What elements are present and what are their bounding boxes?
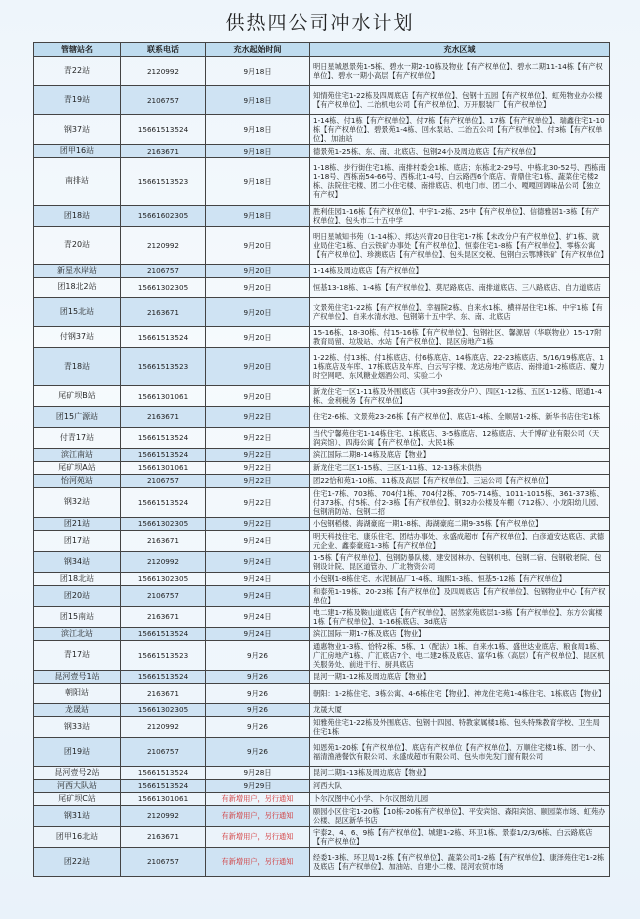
station-cell: 钢37站: [34, 115, 121, 145]
table-row: [34, 115, 610, 145]
phone-cell: 15661513523: [121, 640, 206, 670]
phone-cell: 15661513524: [121, 448, 206, 461]
table-row: [34, 487, 610, 517]
start-date-cell: 9月22日: [206, 474, 310, 487]
station-cell: 付钢37站: [34, 327, 121, 348]
area-cell: 住宅1-7栋、703栋、704付1栋、704付2栋、705-714栋、1011-1015栋、361-373栋、付373栋、付5栋、付2-3栋【有产权单位】、钢32办公楼及车棚（712栋）、小龙阳幼儿园、包钢消防站、包钢二招: [310, 487, 610, 517]
table-row: [34, 585, 610, 606]
phone-cell: 15661302305: [121, 572, 206, 585]
start-date-cell: 9月26: [206, 683, 310, 703]
station-cell: 青19站: [34, 86, 121, 115]
area-cell: 1-18栋、步行街住宅1栋、南排村委会1栋、底店；东栋北2-29号、中栋北30-52号、西栋南1-18号、西栋南54-66号、西栋北1-4号、白云路西6个底店、青鼎住宅1栋、蔬菜住宅楼2栋、法院住宅楼、团二小住宅楼、南排底店、机电门市、团二小、嘎嘎回调味品公司【独立有产权】: [310, 158, 610, 205]
table-row: [34, 474, 610, 487]
table-row: [34, 670, 610, 683]
station-cell: 南排站: [34, 158, 121, 205]
station-cell: 团17站: [34, 530, 121, 551]
station-cell: 新星水岸站: [34, 264, 121, 277]
station-cell: 尾矿坝B站: [34, 386, 121, 407]
start-date-cell: 有新增用户，另行通知: [206, 847, 310, 876]
area-cell: 朝阳：1-2栋住宅、3栋公寓、4-6栋住宅【物业】、神龙住宅苑1-4栋住宅、1栋底店【物业】: [310, 683, 610, 703]
station-cell: 团18北站: [34, 572, 121, 585]
area-cell: 滨江国际一期1-7栋及底店【物业】: [310, 627, 610, 640]
area-cell: 胜利佳园1-16栋【有产权单位】、中宇1-2栋、25中【有产权单位】、信德雅居1-3栋【有产权单位】、包头市二十五中学: [310, 205, 610, 226]
table-row: [34, 683, 610, 703]
area-cell: 昆河二期1-13栋及周边底店【物业】: [310, 766, 610, 779]
station-cell: 团20站: [34, 585, 121, 606]
phone-cell: 2106757: [121, 847, 206, 876]
table-row: [34, 57, 610, 86]
table-row: [34, 572, 610, 585]
page-title: 供热四公司冲水计划: [225, 12, 415, 34]
area-cell: 明日星城知书苑（1-14栋）、邦达兴青20日住宅1-7栋【未改分户有产权单位】、扩1栋、就业局住宅1栋、白云铁矿办事处【有产权单位】、恒泰住宅1-8栋【有产权单位】、零栋公寓【有产权单位】、珍澳底店【有产权单位】、包头昆区交税、包钢白云鄂博铁矿【有产权单位】: [310, 226, 610, 264]
area-cell: 1-14栋及周边底店【有产权单位】: [310, 264, 610, 277]
phone-cell: 2106757: [121, 737, 206, 766]
start-date-cell: 9月20日: [206, 348, 310, 386]
table-row: [34, 517, 610, 530]
table-row: [34, 703, 610, 716]
table-row: [34, 448, 610, 461]
area-cell: 昆河一期1-12栋及周边底店【物业】: [310, 670, 610, 683]
start-date-cell: 9月26: [206, 716, 310, 737]
start-date-cell: 9月22日: [206, 448, 310, 461]
area-cell: 新龙住宅二区1-15栋、三区1-11栋、12-13栋未供热: [310, 461, 610, 474]
station-cell: 团甲16北站: [34, 826, 121, 847]
phone-cell: 2106757: [121, 86, 206, 115]
table-row: [34, 847, 610, 876]
phone-cell: 2163671: [121, 297, 206, 326]
table-row: [34, 348, 610, 386]
table-row: [34, 551, 610, 572]
phone-cell: 15661513524: [121, 487, 206, 517]
area-cell: 卜尔汉图中心小学、卜尔汉图幼儿园: [310, 792, 610, 805]
header-area: 充水区域: [310, 43, 610, 57]
station-cell: 青18站: [34, 348, 121, 386]
start-date-cell: 9月26: [206, 703, 310, 716]
table-row: [34, 327, 610, 348]
phone-cell: 15661513524: [121, 115, 206, 145]
station-cell: 团19站: [34, 737, 121, 766]
area-cell: 知情苑住宅1-22栋及四周底店【有产权单位】、包钢十五园【有产权单位】、虹苑物业办公楼【有产权单位】、二治机电公司【有产权单位】、万开服装厂【有产权单位】: [310, 86, 610, 115]
phone-cell: 15661302305: [121, 703, 206, 716]
phone-cell: 15661602305: [121, 205, 206, 226]
station-cell: 团15南站: [34, 606, 121, 627]
station-cell: 昆河壹号2站: [34, 766, 121, 779]
start-date-cell: 9月22日: [206, 461, 310, 474]
phone-cell: 15661513523: [121, 158, 206, 205]
phone-cell: 2120992: [121, 716, 206, 737]
phone-cell: 15661513524: [121, 779, 206, 792]
phone-cell: 2163671: [121, 407, 206, 427]
station-cell: 团15广源站: [34, 407, 121, 427]
header-phone: 联系电话: [121, 43, 206, 57]
station-cell: 付青17站: [34, 427, 121, 448]
start-date-cell: 9月26: [206, 670, 310, 683]
station-cell: 团甲16站: [34, 145, 121, 158]
header-start-date: 充水起始时间: [206, 43, 310, 57]
table-row: [34, 530, 610, 551]
table-row: [34, 640, 610, 670]
table-row: [34, 297, 610, 326]
station-cell: 钢32站: [34, 487, 121, 517]
station-cell: 尾矿坝C站: [34, 792, 121, 805]
station-cell: 钢33站: [34, 716, 121, 737]
start-date-cell: 9月18日: [206, 57, 310, 86]
area-cell: 龙晟大厦: [310, 703, 610, 716]
start-date-cell: 9月28日: [206, 766, 310, 779]
table-header-row: [34, 43, 610, 57]
station-cell: 钢31站: [34, 805, 121, 826]
start-date-cell: 9月20日: [206, 386, 310, 407]
table-row: [34, 386, 610, 407]
start-date-cell: 9月18日: [206, 115, 310, 145]
station-cell: 青22站: [34, 57, 121, 86]
area-cell: 小包钢稻楼、海湖豪庭一期1-8栋、海湖豪庭二期9-35栋【有产权单位】: [310, 517, 610, 530]
station-cell: 昆河壹号1站: [34, 670, 121, 683]
table-row: [34, 226, 610, 264]
phone-cell: 15661301061: [121, 461, 206, 474]
area-cell: 小包钢1-8栋住宅、水泥制品厂1-4栋、瑞熙1-3栋、恒基5-12栋【有产权单位】: [310, 572, 610, 585]
table-row: [34, 792, 610, 805]
start-date-cell: 9月22日: [206, 487, 310, 517]
area-cell: 1-22栋、付13栋、付1栋底店、付6栋底店、14栋底店、22-23栋底店、5/16/19栋底店、11栋底店及车库、17栋底店及车库、白云写字楼、龙达房地产底店、南排道1-2栋底店、魔力时空网吧、东风糖业烟酒公司、实验二小: [310, 348, 610, 386]
station-cell: 滨江北站: [34, 627, 121, 640]
area-cell: 电二建1-7栋及鞍山道底店【有产权单位】、居然家苑底层1-3栋【有产权单位】、东方公寓楼1栋【有产权单位】、1-16栋底店、3d底店: [310, 606, 610, 627]
station-cell: 怡河苑站: [34, 474, 121, 487]
area-cell: 住宅2-6栋、文景苑23-26栋【有产权单位】、底店1-4栋、全顺居1-2栋、新华书店住宅1栋: [310, 407, 610, 427]
table-row: [34, 826, 610, 847]
phone-cell: 15661513524: [121, 627, 206, 640]
station-cell: 青20站: [34, 226, 121, 264]
start-date-cell: 9月24日: [206, 606, 310, 627]
start-date-cell: 9月18日: [206, 86, 310, 115]
station-cell: 团15北站: [34, 297, 121, 326]
phone-cell: 2120992: [121, 551, 206, 572]
table-row: [34, 779, 610, 792]
table-row: [34, 716, 610, 737]
phone-cell: 15661513523: [121, 348, 206, 386]
phone-cell: 15661513524: [121, 766, 206, 779]
start-date-cell: 9月24日: [206, 627, 310, 640]
table-row: [34, 627, 610, 640]
area-cell: 当代宁馨苑住宅1-14栋住宅、1栋底店、3-5栋底店、12栋底店、大千博矿业有限公司（天润宾馆）、四海公寓【有产权单位】、大民1栋: [310, 427, 610, 448]
area-cell: 文景苑住宅1-22栋【有产权单位】、幸福院2栋、自来水1栋、横祥居住宅1栋、中宇1栋【有产权单位】、自来水清水池、包钢第十五中学、东、南、北底店: [310, 297, 610, 326]
table-body: [34, 57, 610, 877]
start-date-cell: 9月26: [206, 640, 310, 670]
phone-cell: 15661302305: [121, 277, 206, 297]
table-row: [34, 86, 610, 115]
start-date-cell: 9月20日: [206, 327, 310, 348]
start-date-cell: 有新增用户，另行通知: [206, 792, 310, 805]
area-cell: 颐园小区住宅1-20栋【10栋-20栋有产权单位】、平安宾馆、森阳宾馆、颐园菜市场、虹苑办公楼、昆区新华书店: [310, 805, 610, 826]
station-cell: 团18北2站: [34, 277, 121, 297]
start-date-cell: 9月18日: [206, 205, 310, 226]
area-cell: 德景苑1-25栋、东、南、北底店、包钢24小及周边底店【有产权单位】: [310, 145, 610, 158]
phone-cell: 15661302305: [121, 517, 206, 530]
start-date-cell: 9月24日: [206, 551, 310, 572]
phone-cell: 2163671: [121, 826, 206, 847]
phone-cell: 2106757: [121, 585, 206, 606]
table-row: [34, 461, 610, 474]
area-cell: 1-5栋【有产权单位】、包钢防暴队楼、建安园林办、包钢机电、包钢二宿、包钢敬老院、包钢设计院、昆区道管办、广北物资公司: [310, 551, 610, 572]
table-row: [34, 606, 610, 627]
station-cell: 尾矿坝A站: [34, 461, 121, 474]
start-date-cell: 有新增用户，另行通知: [206, 826, 310, 847]
table-row: [34, 264, 610, 277]
station-cell: 朝阳站: [34, 683, 121, 703]
start-date-cell: 9月22日: [206, 407, 310, 427]
table-row: [34, 205, 610, 226]
station-cell: 团21站: [34, 517, 121, 530]
area-cell: 新龙住宅一区1-11栋及外围底店（其中39套改分户）、四区1-12栋、五区1-12栋、昭通1-4栋、金利税务【有产权单位】: [310, 386, 610, 407]
phone-cell: 2163671: [121, 606, 206, 627]
start-date-cell: 9月24日: [206, 585, 310, 606]
table-row: [34, 805, 610, 826]
phone-cell: 15661301061: [121, 792, 206, 805]
table-row: [34, 427, 610, 448]
phone-cell: 15661513524: [121, 427, 206, 448]
table-row: [34, 158, 610, 205]
start-date-cell: 9月18日: [206, 145, 310, 158]
start-date-cell: 9月22日: [206, 427, 310, 448]
table-row: [34, 407, 610, 427]
start-date-cell: 9月29日: [206, 779, 310, 792]
start-date-cell: 9月20日: [206, 264, 310, 277]
area-cell: 经委1-3栋、环卫局1-2栋【有产权单位】、蔬菜公司1-2栋【有产权单位】、康泽苑住宅1-2栋及底店【有产权单位】、加油站、自建小二楼、昆河农贸市场: [310, 847, 610, 876]
start-date-cell: 9月22日: [206, 517, 310, 530]
table-row: [34, 766, 610, 779]
phone-cell: 2163671: [121, 683, 206, 703]
flush-plan-table: [33, 42, 610, 877]
area-cell: 通惠物业1-3栋、恰特2栋、5栋、1（配法）1栋、自来水1栋、盛世达业底店、粮食局1栋、广汇房地产1栋、广汇底店7个、电二建2栋及底店、富华1栋（高层）【有产权单位】、昆区机关服务处、前进干行、厨具底店: [310, 640, 610, 670]
station-cell: 河西大队站: [34, 779, 121, 792]
phone-cell: 2120992: [121, 57, 206, 86]
phone-cell: 2120992: [121, 805, 206, 826]
station-cell: 钢34站: [34, 551, 121, 572]
area-cell: 滨江国际二期8-14栋及底店【物业】: [310, 448, 610, 461]
start-date-cell: 9月24日: [206, 530, 310, 551]
station-cell: 团22站: [34, 847, 121, 876]
area-cell: 明天科技住宅、康乐住宅、团结办事处、永盛成超市【有产权单位】、白彦道安达底店、武德元企业、鑫泰豪庭1-3栋【有产权单位】: [310, 530, 610, 551]
area-cell: 和泰苑1-19栋、20-23栋【有产权单位】及四周底店【有产权单位】、包钢物业中心【有产权单位】: [310, 585, 610, 606]
area-cell: 河西大队: [310, 779, 610, 792]
area-cell: 知恩苑1-20栋【有产权单位】、底店有产权单位【有产权单位】、万顺住宅楼1栋、团一小、福清渔港餐饮有限公司、永盛成超市有限公司、包头市先发门窗有限公司: [310, 737, 610, 766]
phone-cell: 2163671: [121, 530, 206, 551]
area-cell: 知雅苑住宅1-22栋及外围底店、包钢十四园、特教家属楼1栋、包头特殊教育学校、卫生局住宅1栋: [310, 716, 610, 737]
phone-cell: 15661301061: [121, 386, 206, 407]
phone-cell: 15661513524: [121, 670, 206, 683]
phone-cell: 2106757: [121, 264, 206, 277]
phone-cell: 15661513524: [121, 327, 206, 348]
station-cell: 滨江南站: [34, 448, 121, 461]
header-station: 管辖站名: [34, 43, 121, 57]
station-cell: 龙晟站: [34, 703, 121, 716]
station-cell: 青17站: [34, 640, 121, 670]
phone-cell: 2163671: [121, 145, 206, 158]
area-cell: 明日星城恩景苑1-5栋、碧水一期2-10栋及物业【有产权单位】、碧水二期11-14栋【有产权单位】、碧水一期小高层【有产权单位】: [310, 57, 610, 86]
area-cell: 1-14栋、付1栋【有产权单位】、付7栋【有产权单位】、17栋【有产权单位】、瑞鑫住宅1-10栋【有产权单位】、碧景苑1-4栋、回水泵站、二治五公司【有产权单位】、付3栋【有产权单位】、加油站: [310, 115, 610, 145]
start-date-cell: 9月20日: [206, 277, 310, 297]
start-date-cell: 9月20日: [206, 226, 310, 264]
area-cell: 15-16栋、18-30栋、付15-16栋【有产权单位】、包钢社区、馨源居（华联物业）15-17附教育局留、垃圾站、水站【有产权单位】、昆区房地产1栋: [310, 327, 610, 348]
area-cell: 恒基13-18栋、1-4栋【有产权单位】、莫尼路底店、南排道底店、三八路底店、自力道底店: [310, 277, 610, 297]
table-row: [34, 145, 610, 158]
area-cell: 团22恰和苑1-10栋、11栋及高层【有产权单位】、三运公司【有产权单位】: [310, 474, 610, 487]
start-date-cell: 9月24日: [206, 572, 310, 585]
area-cell: 宇泰2、4、6、9栋【有产权单位】、城建1-2栋、环卫1栋、景泰1/2/3/6栋、白云路底店【有产权单位】: [310, 826, 610, 847]
start-date-cell: 9月18日: [206, 158, 310, 205]
start-date-cell: 有新增用户，另行通知: [206, 805, 310, 826]
phone-cell: 2120992: [121, 226, 206, 264]
start-date-cell: 9月20日: [206, 297, 310, 326]
table-row: [34, 277, 610, 297]
station-cell: 团18站: [34, 205, 121, 226]
start-date-cell: 9月26: [206, 737, 310, 766]
phone-cell: 2106757: [121, 474, 206, 487]
table-row: [34, 737, 610, 766]
